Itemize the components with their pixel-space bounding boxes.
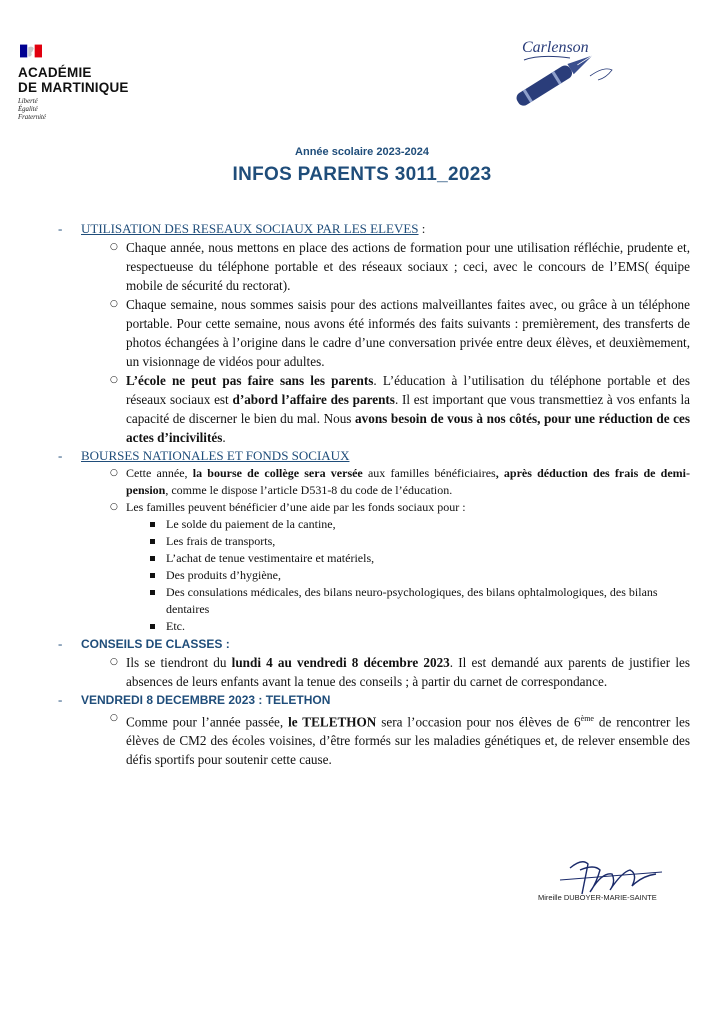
square-bullet-icon — [150, 556, 155, 561]
document-body — [58, 220, 690, 769]
list-item: ○ Cette année, la bourse de collège sera versée aux familles bénéficiaires, après déduction des frais de demi-pension, comme le dispose l’article D531-8 du code de l’éducation. — [110, 466, 690, 497]
sub-list-item: Des consulations médicales, des bilans neuro-psychologiques, des bilans ophtalmologiques, des bilans dentaires — [58, 584, 690, 618]
signature-name: Mireille DUBOYER-MARIE-SAINTE — [538, 893, 657, 902]
sub-list-item: Des produits d’hygiène, — [58, 567, 690, 584]
motto-fraternite: Fraternité — [18, 114, 46, 121]
list-item: ○ Chaque semaine, nous sommes saisis pour des actions malveillantes faites avec, ou grâce à un téléphone portable. Pour cette semaine, nous avons été informés des faits suivants : premièrement, des transferts de photos échangées à l’origine dans le cadre d’une conversation privée entre deux élèves, et deuxièmement, un visionnage de vidéos pour adultes. — [110, 297, 690, 369]
list-item: ○ Chaque année, nous mettons en place des actions de formation pour une utilisation réfléchie, prudente et, respectueuse du téléphone portable et des réseaux sociaux ; ceci, avec le concours de l’EMS( équipe mobile de sécurité du rectorat). — [110, 240, 690, 293]
sub-list-item: Le solde du paiement de la cantine, — [58, 516, 690, 533]
fountain-pen-logo — [510, 30, 620, 112]
hollow-circle-icon: ○ — [110, 713, 118, 723]
page-title: INFOS PARENTS 3011_2023 — [232, 164, 492, 185]
section-title-social-networks: - UTILISATION DES RESEAUX SOCIAUX PAR LES ELEVES : — [58, 221, 426, 236]
sub-list-item: L’achat de tenue vestimentaire et matériels, — [58, 550, 690, 567]
hollow-circle-icon: ○ — [110, 502, 118, 512]
section-title-telethon: - VENDREDI 8 DECEMBRE 2023 : TELETHON — [58, 692, 331, 707]
marianne-flag-icon — [20, 44, 42, 58]
hollow-circle-icon: ○ — [110, 468, 118, 478]
square-bullet-icon — [150, 624, 155, 629]
hollow-circle-icon: ○ — [110, 299, 118, 309]
section-title-scholarships: - BOURSES NATIONALES ET FONDS SOCIAUX — [58, 448, 350, 463]
square-bullet-icon — [150, 573, 155, 578]
square-bullet-icon — [150, 539, 155, 544]
academy-line-2: DE MARTINIQUE — [18, 80, 129, 95]
list-item: ○ Ils se tiendront du lundi 4 au vendredi 8 décembre 2023. Il est demandé aux parents de justifier les absences de leurs enfants avant la tenue des conseils ; à partir du carnet de correspondance. — [110, 655, 690, 689]
academy-line-1: ACADÉMIE — [18, 65, 92, 80]
motto-egalite: Égalité — [18, 106, 38, 113]
academy-logo — [18, 44, 158, 122]
sub-list-item: Les frais de transports, — [58, 533, 690, 550]
square-bullet-icon — [150, 590, 155, 595]
list-item: ○ L’école ne peut pas faire sans les parents. L’éducation à l’utilisation du téléphone portable et des réseaux sociaux est d’abord l’affaire des parents. Il est important que vous transmettiez à vos enfants la capacité de discerner le bien du mal. Nous avons besoin de vous à nos côtés, pour une réduction de ces actes d’incivilités. — [110, 373, 690, 445]
list-item: ○ Comme pour l’année passée, le TELETHON sera l’occasion pour nos élèves de 6ème de rencontrer les élèves de CM2 des écoles voisines, d’être formés sur les maladies génétiques et, de relever ensemble des défis sportifs pour soutenir cette cause. — [58, 709, 690, 769]
motto — [18, 98, 158, 122]
school-year: Année scolaire 2023-2024 — [295, 146, 429, 158]
sub-list-item: Etc. — [58, 618, 690, 635]
academy-name — [18, 65, 158, 95]
list-item: ○ Les familles peuvent bénéficier d’une aide par les fonds sociaux pour : — [110, 500, 466, 514]
svg-text:Carlenson: Carlenson — [522, 39, 589, 56]
square-bullet-icon — [150, 522, 155, 527]
hollow-circle-icon: ○ — [110, 242, 118, 252]
motto-liberte: Liberté — [18, 98, 38, 105]
hollow-circle-icon: ○ — [110, 657, 118, 667]
hollow-circle-icon: ○ — [110, 375, 118, 385]
section-title-class-councils: - CONSEILS DE CLASSES : — [58, 636, 230, 651]
